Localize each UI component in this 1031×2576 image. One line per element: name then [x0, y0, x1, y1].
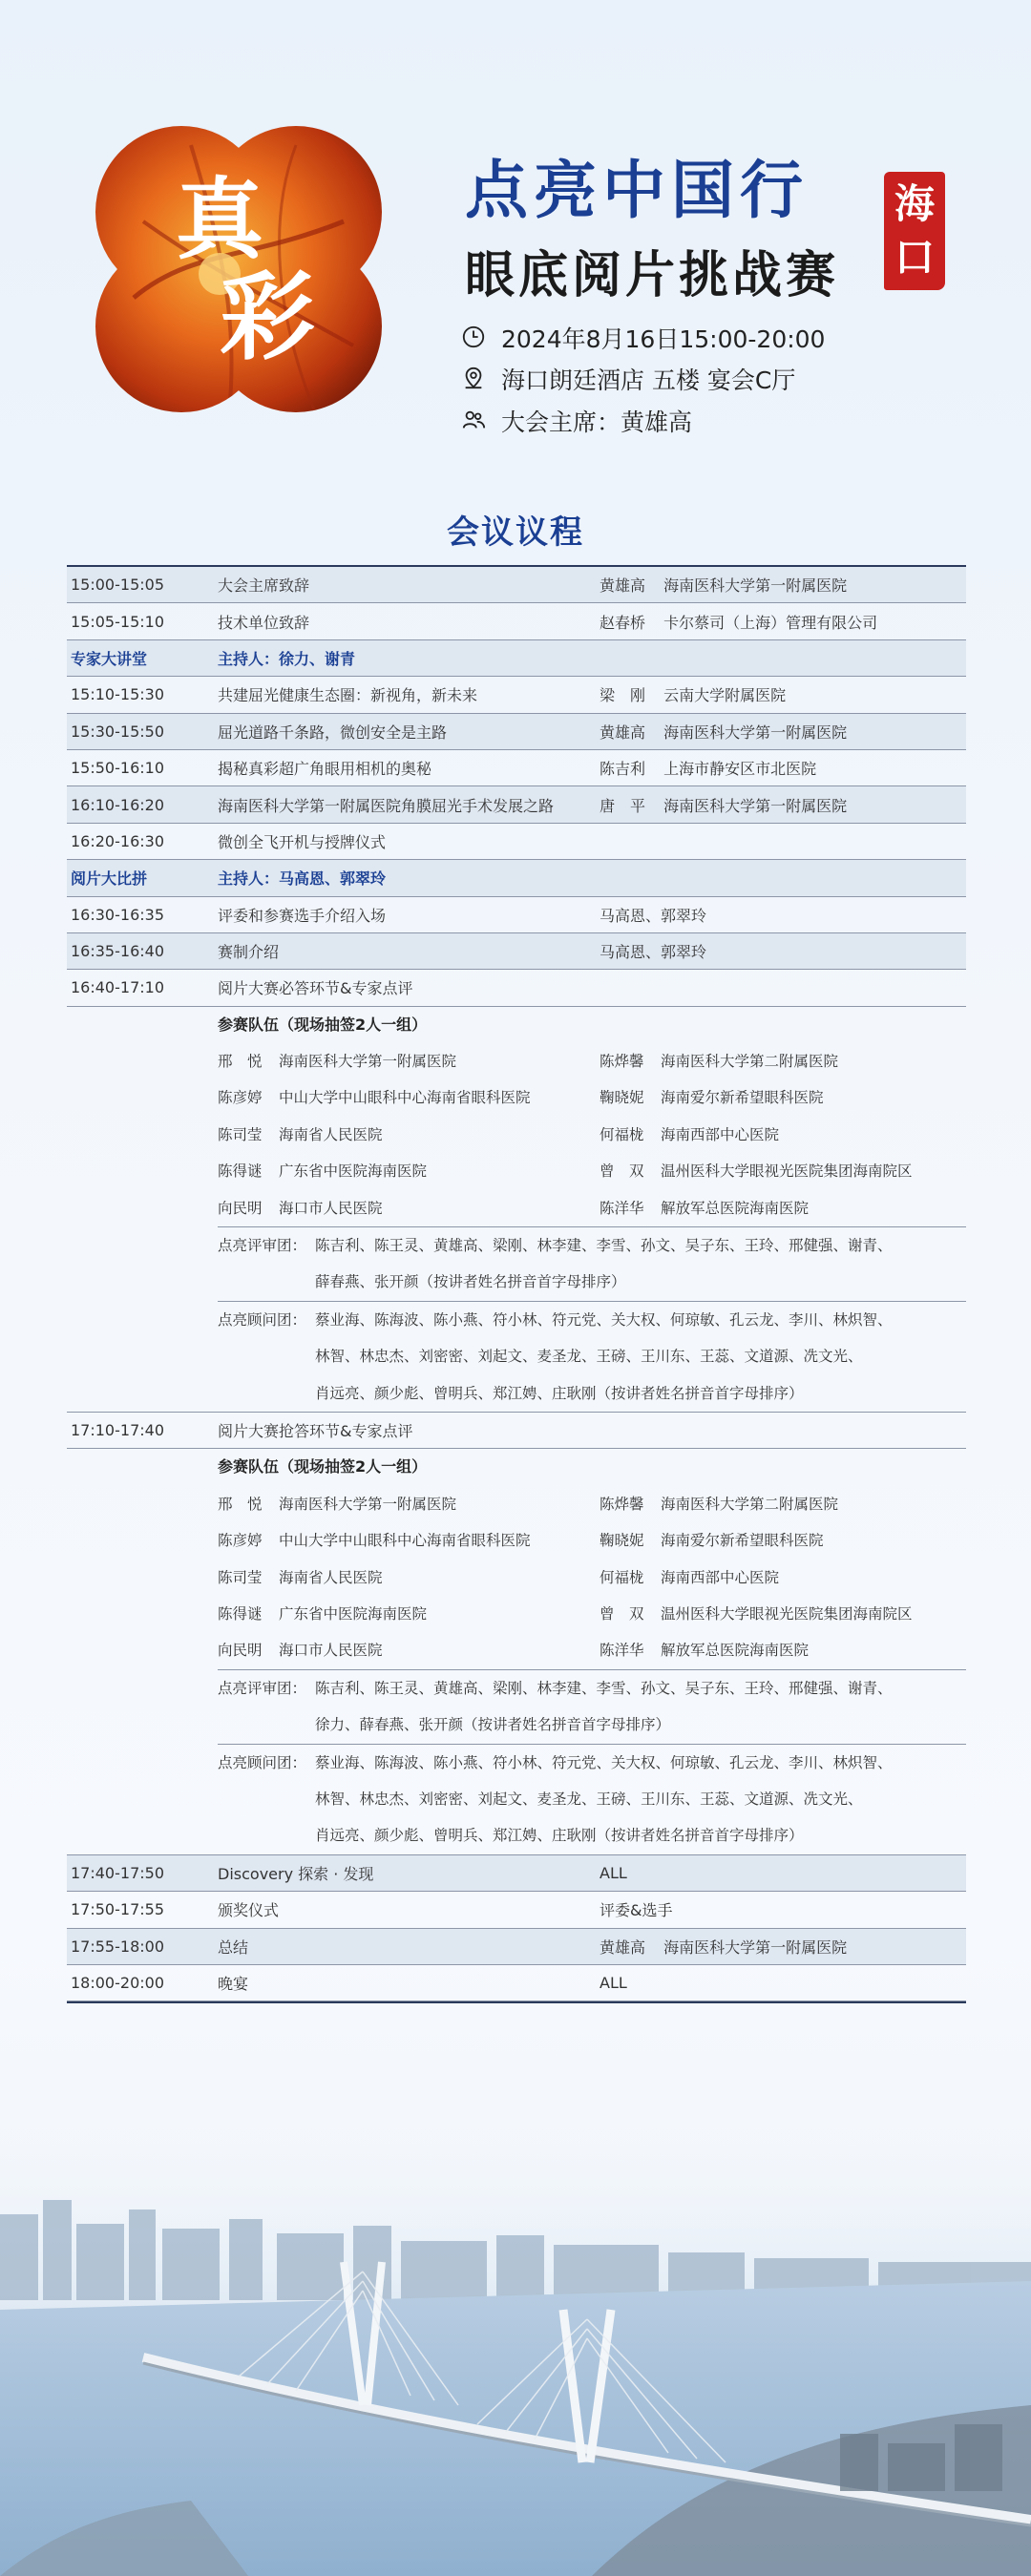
session-label: 专家大讲堂: [71, 649, 148, 668]
row-time: 15:05-15:10: [71, 612, 164, 631]
review-line: 陈吉利、陈王灵、黄雄高、梁刚、林李建、李雪、孙文、吴子东、王玲、邢健强、谢青、: [315, 1679, 893, 1697]
review-panel: [218, 1227, 966, 1301]
row-topic: 微创全飞开机与授牌仪式: [218, 832, 387, 851]
row-speaker: [600, 574, 966, 596]
member-org: 海南西部中心医院: [661, 1125, 780, 1143]
row-time: 17:55-18:00: [71, 1937, 164, 1956]
advisor-line: 林智、林忠杰、刘密密、刘起文、麦圣龙、王磅、王川东、王蕊、文道源、冼文光、: [315, 1348, 863, 1366]
review-label: 点亮评审团：: [218, 1679, 307, 1697]
row-time: 17:50-17:55: [71, 1900, 164, 1919]
agenda-row: [67, 1892, 966, 1928]
clock-icon: [461, 325, 488, 351]
row-speaker: [600, 794, 966, 816]
team-member: [600, 1153, 966, 1189]
team-member: [600, 1522, 966, 1559]
row-time: 16:10-16:20: [71, 795, 164, 814]
speaker-org: 海南医科大学第一附属医院: [663, 1937, 848, 1957]
agenda-row: [67, 750, 966, 786]
review-line: 陈吉利、陈王灵、黄雄高、梁刚、林李建、李雪、孙文、吴子东、王玲、邢健强、谢青、: [315, 1237, 893, 1255]
advisor-panel: [218, 1745, 966, 1854]
competition-block-1: [67, 1007, 966, 1413]
member-name: 陈彦婷: [218, 1089, 263, 1107]
agenda-row: [67, 677, 966, 713]
row-topic: 颁奖仪式: [218, 1901, 280, 1920]
speaker-name: ALL: [600, 1864, 627, 1883]
row-time: 15:10-15:30: [71, 685, 164, 704]
row-time: 15:00-15:05: [71, 576, 164, 595]
agenda-row: [67, 1413, 966, 1449]
advisor-line: 蔡业海、陈海波、陈小燕、符小林、符元党、关大权、何琼敏、孔云龙、李川、林炽智、: [315, 1753, 893, 1771]
member-name: 曾 双: [600, 1162, 644, 1181]
team-member: [600, 1560, 966, 1596]
event-chair: [461, 404, 692, 438]
row-topic: 晚宴: [218, 1975, 249, 1994]
agenda-row: [67, 1965, 966, 2001]
member-org: 解放军总医院海南医院: [661, 1642, 810, 1660]
row-speaker: [600, 611, 966, 633]
agenda-row: [67, 603, 966, 639]
member-org: 海南医科大学第一附属医院: [279, 1053, 457, 1071]
row-time: 16:20-16:30: [71, 831, 164, 850]
row-time: 15:50-16:10: [71, 759, 164, 778]
row-topic: 赛制介绍: [218, 943, 280, 962]
member-name: 陈烨馨: [600, 1053, 644, 1071]
advisor-line: 肖远亮、颜少彪、曾明兵、郑江娉、庄耿刚（按讲者姓名拼音首字母排序）: [315, 1384, 804, 1402]
team-member: [218, 1486, 600, 1522]
member-name: 邢 悦: [218, 1495, 263, 1513]
member-org: 解放军总医院海南医院: [661, 1199, 810, 1217]
speaker-name: 唐 平: [600, 796, 646, 815]
speaker-org: 海南医科大学第一附属医院: [663, 796, 848, 815]
row-time: 17:10-17:40: [71, 1421, 164, 1440]
member-org: 海南医科大学第二附属医院: [661, 1053, 839, 1071]
speaker-name: 梁 刚: [600, 686, 646, 705]
row-topic: 共建屈光健康生态圈：新视角，新未来: [218, 686, 478, 705]
row-speaker: [600, 757, 966, 779]
row-topic: 屈光道路千条路，微创安全是主路: [218, 723, 448, 742]
agenda-row: [67, 1929, 966, 1965]
team-title: 参赛队伍（现场抽签2人一组）: [218, 1457, 428, 1476]
agenda-row: [67, 786, 966, 823]
team-member: [218, 1632, 600, 1668]
member-name: 鞠晓妮: [600, 1089, 644, 1107]
session-row-lecture: [67, 640, 966, 677]
event-time-text: 2024年8月16日15:00-20:00: [501, 325, 826, 353]
speaker-name: 黄雄高: [600, 723, 646, 742]
row-speaker: [600, 1936, 966, 1958]
speaker-name: 黄雄高: [600, 576, 646, 596]
member-name: 陈彦婷: [218, 1532, 263, 1550]
advisor-line: 蔡业海、陈海波、陈小燕、符小林、符元党、关大权、何琼敏、孔云龙、李川、林炽智、: [315, 1310, 893, 1329]
row-topic: 阅片大赛抢答环节&专家点评: [218, 1422, 413, 1441]
row-time: 17:40-17:50: [71, 1864, 164, 1883]
member-org: 广东省中医院海南医院: [279, 1162, 428, 1181]
session-row-competition: [67, 860, 966, 896]
row-topic: 阅片大赛必答环节&专家点评: [218, 979, 413, 998]
member-org: 海南爱尔新希望眼科医院: [661, 1089, 824, 1107]
team-member: [600, 1043, 966, 1079]
speaker-name: 黄雄高: [600, 1937, 646, 1957]
speaker-name: 马高恩、郭翠玲: [600, 906, 707, 925]
member-name: 陈得谜: [218, 1162, 263, 1181]
row-topic: 评委和参赛选手介绍入场: [218, 906, 387, 925]
advisor-panel: [218, 1302, 966, 1412]
advisor-line: 肖远亮、颜少彪、曾明兵、郑江娉、庄耿刚（按讲者姓名拼音首字母排序）: [315, 1827, 804, 1845]
speaker-org: 卡尔蔡司（上海）管理有限公司: [663, 613, 878, 632]
row-speaker: [600, 721, 966, 743]
member-name: 陈得谜: [218, 1605, 263, 1623]
speaker-org: 海南医科大学第一附属医院: [663, 576, 848, 596]
agenda-row: [67, 567, 966, 603]
member-org: 海南医科大学第二附属医院: [661, 1495, 839, 1513]
agenda-row: [67, 1855, 966, 1892]
speaker-name: ALL: [600, 1974, 627, 1993]
review-line: 薛春燕、张开颜（按讲者姓名拼音首字母排序）: [315, 1273, 626, 1291]
member-org: 海口市人民医院: [279, 1642, 383, 1660]
row-topic: 技术单位致辞: [218, 613, 310, 632]
team-member: [600, 1596, 966, 1632]
team-member: [218, 1522, 600, 1559]
agenda-row: [67, 897, 966, 933]
member-name: 鞠晓妮: [600, 1532, 644, 1550]
member-name: 陈司莹: [218, 1125, 263, 1143]
session-label: 阅片大比拼: [71, 869, 148, 889]
seal-char-1: 海: [894, 180, 935, 227]
speaker-name: 陈吉利: [600, 760, 646, 779]
row-topic: Discovery 探索 · 发现: [218, 1865, 374, 1884]
team-member: [218, 1043, 600, 1079]
row-topic: 总结: [218, 1937, 249, 1957]
haikou-bridge-image: [0, 2119, 1031, 2576]
member-org: 中山大学中山眼科中心海南省眼科医院: [279, 1089, 531, 1107]
row-time: 16:35-16:40: [71, 942, 164, 961]
row-topic: 海南医科大学第一附属医院角膜屈光手术发展之路: [218, 796, 555, 815]
logo-char-2: 彩: [220, 261, 315, 373]
advisor-label: 点亮顾问团：: [218, 1310, 307, 1329]
review-line: 徐力、薛春燕、张开颜（按讲者姓名拼音首字母排序）: [315, 1716, 671, 1734]
member-org: 海南省人民医院: [279, 1125, 383, 1143]
session-host: 主持人：马高恩、郭翠玲: [218, 869, 387, 889]
agenda-row: [67, 824, 966, 860]
team-title: 参赛队伍（现场抽签2人一组）: [218, 1015, 428, 1034]
member-org: 温州医科大学眼视光医院集团海南院区: [661, 1605, 913, 1623]
team-member: [600, 1632, 966, 1668]
member-org: 海南爱尔新希望眼科医院: [661, 1532, 824, 1550]
team-member: [600, 1117, 966, 1153]
member-name: 陈洋华: [600, 1642, 644, 1660]
fundus-flower-image: [76, 107, 401, 431]
advisor-label: 点亮顾问团：: [218, 1753, 307, 1771]
haikou-seal: [884, 172, 945, 290]
team-list: [218, 1486, 966, 1669]
member-name: 邢 悦: [218, 1053, 263, 1071]
people-icon: [461, 408, 488, 434]
row-time: 16:30-16:35: [71, 905, 164, 924]
review-panel: [218, 1670, 966, 1744]
team-member: [600, 1190, 966, 1226]
member-name: 向民明: [218, 1199, 263, 1217]
agenda-row: [67, 970, 966, 1006]
main-title: 点亮中国行: [465, 154, 809, 227]
agenda-row: [67, 933, 966, 970]
member-name: 曾 双: [600, 1605, 644, 1623]
agenda-table: [67, 565, 966, 2003]
event-place: [461, 362, 795, 396]
agenda-row: [67, 714, 966, 750]
team-member: [600, 1486, 966, 1522]
event-place-text: 海口朗廷酒店 五楼 宴会C厅: [501, 367, 796, 394]
row-time: 15:30-15:50: [71, 722, 164, 741]
member-name: 何福栊: [600, 1568, 644, 1586]
member-org: 海南医科大学第一附属医院: [279, 1495, 457, 1513]
member-org: 海南西部中心医院: [661, 1568, 780, 1586]
row-speaker: [600, 683, 966, 705]
member-org: 海口市人民医院: [279, 1199, 383, 1217]
member-name: 陈洋华: [600, 1199, 644, 1217]
row-topic: 揭秘真彩超广角眼用相机的奥秘: [218, 760, 432, 779]
member-org: 海南省人民医院: [279, 1568, 383, 1586]
member-name: 陈司莹: [218, 1568, 263, 1586]
member-org: 中山大学中山眼科中心海南省眼科医院: [279, 1532, 531, 1550]
member-name: 何福栊: [600, 1125, 644, 1143]
location-pin-icon: [461, 366, 488, 392]
competition-block-2: [67, 1449, 966, 1854]
sub-title: 眼底阅片挑战赛: [465, 247, 840, 304]
team-list: [218, 1043, 966, 1226]
speaker-name: 马高恩、郭翠玲: [600, 943, 707, 962]
team-member: [218, 1190, 600, 1226]
row-topic: 大会主席致辞: [218, 576, 310, 596]
member-org: 广东省中医院海南医院: [279, 1605, 428, 1623]
seal-char-2: 口: [894, 234, 935, 281]
team-member: [218, 1153, 600, 1189]
team-member: [600, 1079, 966, 1116]
member-name: 向民明: [218, 1642, 263, 1660]
team-member: [218, 1079, 600, 1116]
speaker-name: 评委&选手: [600, 1901, 673, 1920]
event-time: [461, 321, 825, 355]
logo-char-1: 真: [175, 168, 264, 271]
speaker-org: 云南大学附属医院: [663, 686, 787, 705]
speaker-name: 赵春桥: [600, 613, 646, 632]
member-org: 温州医科大学眼视光医院集团海南院区: [661, 1162, 913, 1181]
section-title: 会议议程: [447, 513, 584, 552]
member-name: 陈烨馨: [600, 1495, 644, 1513]
row-time: 18:00-20:00: [71, 1974, 164, 1993]
event-chair-text: 大会主席：黄雄高: [501, 408, 693, 436]
fundus-logo: [76, 107, 401, 431]
team-member: [218, 1117, 600, 1153]
speaker-org: 海南医科大学第一附属医院: [663, 723, 848, 742]
review-label: 点亮评审团：: [218, 1237, 307, 1255]
speaker-org: 上海市静安区市北医院: [663, 760, 817, 779]
session-host: 主持人：徐力、谢青: [218, 649, 356, 668]
advisor-line: 林智、林忠杰、刘密密、刘起文、麦圣龙、王磅、王川东、王蕊、文道源、冼文光、: [315, 1791, 863, 1809]
row-time: 16:40-17:10: [71, 978, 164, 997]
team-member: [218, 1560, 600, 1596]
team-member: [218, 1596, 600, 1632]
